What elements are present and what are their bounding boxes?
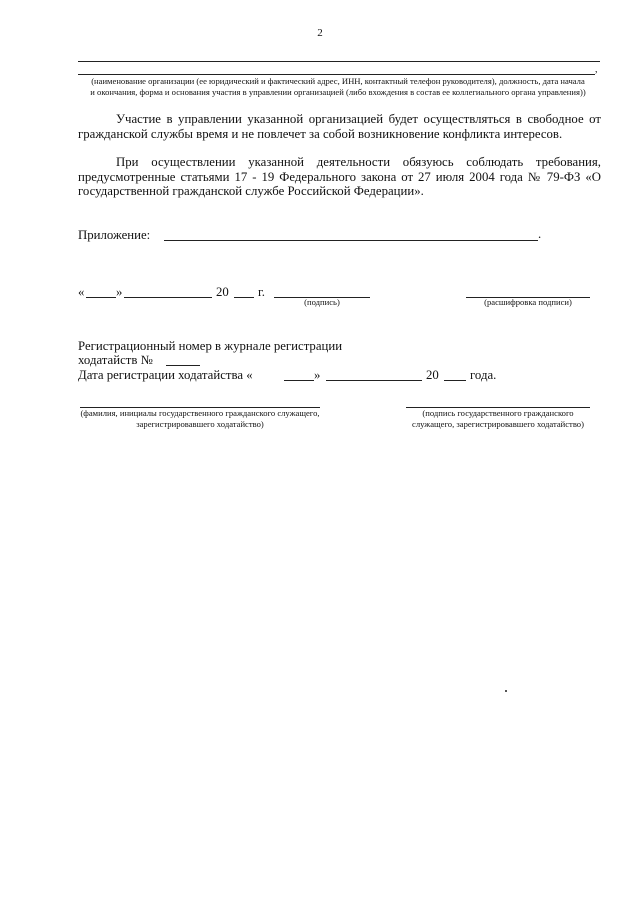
org-name-line-end-comma: ,: [595, 64, 598, 75]
org-caption: (наименование организации (ее юридический и фактический адрес, ИНН, контактный телефон руководителя), должность, дата начала и окончания, форма и основания участия в управлении организацией (либо вхождения в состав ее коллегиального органа управления)): [90, 76, 586, 97]
registration-close-quote: »: [314, 368, 321, 382]
registration-year-prefix: 20: [426, 368, 439, 382]
date-year-prefix: 20: [216, 285, 229, 299]
registration-year-field[interactable]: [444, 380, 466, 381]
registration-year-suffix: года.: [470, 368, 497, 382]
attachment-label: Приложение:: [78, 228, 151, 242]
org-name-line-2: [78, 74, 595, 75]
signature-caption: (подпись): [304, 297, 340, 307]
registration-line-1: Регистрационный номер в журнале регистрации: [78, 339, 343, 353]
registration-day-field[interactable]: [284, 380, 314, 381]
decoding-caption: (расшифровка подписи): [484, 297, 572, 307]
attachment-line[interactable]: [164, 240, 538, 241]
paragraph-participation: Участие в управлении указанной организацией будет осуществляться в свободное от гражданской службы время и не повлечет за собой возникновение конфликта интересов.: [78, 112, 601, 141]
attachment-end-dot: .: [538, 227, 542, 241]
registration-line-2: ходатайств №: [78, 353, 153, 367]
registration-date-label: Дата регистрации ходатайства «: [78, 368, 253, 382]
registration-month-field[interactable]: [326, 380, 422, 381]
org-name-line-1: [78, 61, 600, 62]
registration-number-field[interactable]: [166, 365, 200, 366]
date-year-suffix: г.: [258, 285, 266, 299]
date-month-field[interactable]: [124, 297, 212, 298]
page-number: 2: [317, 27, 323, 39]
date-year-field[interactable]: [234, 297, 254, 298]
registrar-signature-caption: (подпись государственного гражданского служащего, зарегистрировавшего ходатайство): [412, 408, 584, 429]
date-open-quote: «: [78, 285, 85, 299]
scan-dot: [505, 690, 507, 692]
date-close-quote: »: [116, 285, 123, 299]
date-day-field[interactable]: [86, 297, 116, 298]
paragraph-obligation: При осуществлении указанной деятельности обязуюсь соблюдать требования, предусмотренные статьями 17 - 19 Федерального закона от 27 июля 2004 года № 79-ФЗ «О государственной гражданской службе Российской Федерации».: [78, 155, 601, 198]
registrar-name-caption: (фамилия, инициалы государственного гражданского служащего, зарегистрировавшего ходатайство): [80, 408, 320, 429]
